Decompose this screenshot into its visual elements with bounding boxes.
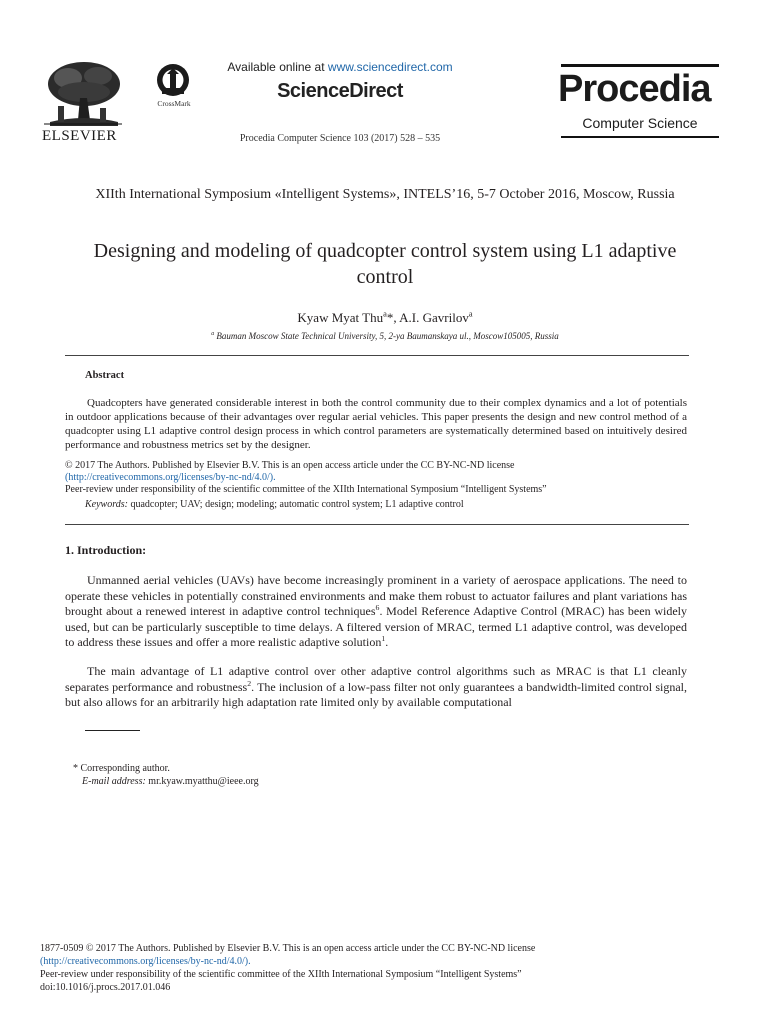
abstract-license xyxy=(65,460,687,496)
paper-title: Designing and modeling of quadcopter control system using L1 adaptive control xyxy=(93,240,677,288)
sciencedirect-brand: ScienceDirect xyxy=(277,80,403,102)
email-address[interactable]: mr.kyaw.myatthu@ieee.org xyxy=(145,776,259,787)
journal-logo-name: Procedia xyxy=(558,68,711,110)
procedia-top-rule xyxy=(561,64,719,67)
reference-mark[interactable]: 6 xyxy=(375,603,380,613)
footnote-divider xyxy=(85,730,140,731)
affiliation-text: Bauman Moscow State Technical University, 5, 2-ya Baumanskaya ul., Moscow105005, Russia xyxy=(216,331,559,341)
author-list xyxy=(200,310,570,326)
footer-peer-review: Peer-review under responsibility of the scientific committee of the XIIth International Symposium “Intelligent Systems” xyxy=(40,969,522,980)
email-line xyxy=(73,775,259,788)
reference-mark[interactable]: 2 xyxy=(247,678,252,688)
reference-mark[interactable]: 1 xyxy=(381,634,386,644)
license-line: © 2017 The Authors. Published by Elsevier B.V. This is an open access article under the CC BY-NC-ND license xyxy=(65,460,515,471)
journal-logo-subtitle: Computer Science xyxy=(582,115,698,131)
crossmark-label: CrossMark xyxy=(157,99,191,108)
author-separator: , xyxy=(393,310,400,325)
divider-top xyxy=(65,355,689,356)
author-name: A.I. Gavrilov xyxy=(399,310,469,325)
publisher-name: ELSEVIER xyxy=(42,128,117,144)
page-footer xyxy=(40,942,680,994)
abstract-body: Quadcopters have generated considerable interest in both the control community due to their complex dynamics and a lot of potentials in outdoor applications because of their advantages over regular aerial vehicles. This paper presents the design and new control method of a quadcopter using L1 adaptive control design process in which control parameters are systematically determined based on intuitively desired performance and robustness metrics set by the designer. xyxy=(65,397,687,451)
keywords xyxy=(85,499,685,510)
sciencedirect-link[interactable]: www.sciencedirect.com xyxy=(327,60,453,74)
paragraph-text: . Model Reference Adaptive Control (MRAC) has been widely used, but can be particularly susceptible to time delays. A filtered version of MRAC, termed L1 adaptive control, was developed to address these issues and offer a more realistic adaptive solution xyxy=(65,604,687,650)
keywords-label: Keywords: xyxy=(85,499,128,510)
procedia-bottom-rule xyxy=(561,136,719,138)
affiliation xyxy=(110,331,660,341)
footer-license-link[interactable]: (http://creativecommons.org/licenses/by-nc-nd/4.0/). xyxy=(40,956,251,967)
available-online xyxy=(180,60,500,74)
paragraph xyxy=(65,664,687,711)
paragraph-text: . xyxy=(385,635,389,650)
section-heading: 1. Introduction: xyxy=(65,543,147,557)
paragraph-text: . The inclusion of a low-pass filter not only guarantees a bandwidth-limited control signal, but also allows for an arbitrarily high adaptation rate limited only by available computational xyxy=(65,679,687,710)
abstract-heading: Abstract xyxy=(85,370,125,381)
doi[interactable]: doi:10.1016/j.procs.2017.01.046 xyxy=(40,982,171,993)
author-name: Kyaw Myat Thu xyxy=(297,310,384,325)
email-label: E-mail address: xyxy=(82,776,146,787)
peer-review-line: Peer-review under responsibility of the scientific committee of the XIIth International Symposium “Intelligent Systems” xyxy=(65,484,547,495)
affiliation-mark: a xyxy=(468,308,473,319)
paragraph xyxy=(65,573,687,651)
footnote xyxy=(73,762,259,788)
conference-line: XIIth International Symposium «Intelligent Systems», INTELS’16, 5-7 October 2016, Moscow, Russia xyxy=(95,187,675,202)
affiliation-mark: a xyxy=(383,308,387,319)
divider-bottom xyxy=(65,524,689,525)
paragraph-text: The main advantage of L1 adaptive control over other adaptive control algorithms such as MRAC is that L1 cleanly separates performance and robustness xyxy=(65,664,687,694)
available-prefix: Available online at xyxy=(227,60,328,74)
keywords-list: quadcopter; UAV; design; modeling; automatic control system; L1 adaptive control xyxy=(127,499,464,510)
affiliation-mark: a xyxy=(211,331,215,337)
corresponding-star: * xyxy=(386,310,394,325)
journal-citation: Procedia Computer Science 103 (2017) 528 – 535 xyxy=(239,133,441,144)
paragraph-text: Unmanned aerial vehicles (UAVs) have become increasingly prominent in a variety of aerospace applications. The need to operate these vehicles in potentially constrained environments and make them robust to actuator failures and plant variations has brought about a renewed interest in adaptive control techniques xyxy=(65,573,687,619)
license-link[interactable]: (http://creativecommons.org/licenses/by-nc-nd/4.0/). xyxy=(65,472,276,483)
issn-line: 1877-0509 © 2017 The Authors. Published by Elsevier B.V. This is an open access article under the CC BY-NC-ND license xyxy=(40,943,536,954)
corresponding-author-note: * Corresponding author. xyxy=(73,763,170,774)
